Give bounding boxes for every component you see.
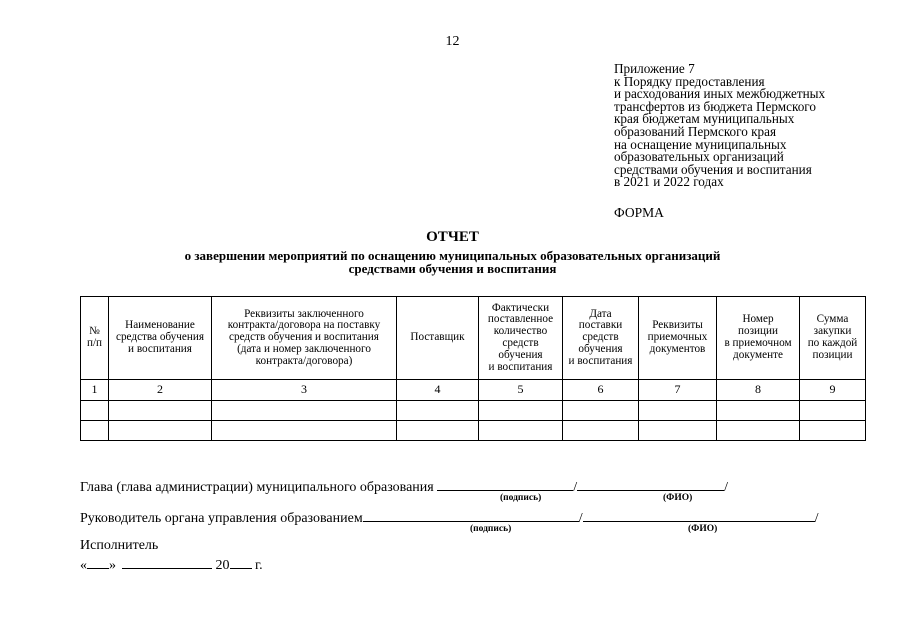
column-number: 5 xyxy=(479,380,563,401)
slash: / xyxy=(573,480,578,495)
header-acceptance-docs: Реквизиты приемочных документов xyxy=(639,297,717,380)
table-cell xyxy=(397,421,479,441)
report-subtitle xyxy=(150,249,755,275)
column-number: 1 xyxy=(81,380,109,401)
slash: / xyxy=(578,511,583,526)
table-cell xyxy=(563,421,639,441)
table-row xyxy=(81,421,866,441)
table-cell xyxy=(109,401,212,421)
appendix-line: в 2021 и 2022 годах xyxy=(614,174,724,190)
header-position-number: Номер позиции в приемочном документе xyxy=(717,297,800,380)
header-item-name: Наименование средства обучения и воспитания xyxy=(109,297,212,380)
appendix-line: образований Пермского края xyxy=(614,123,777,139)
page-number: 12 xyxy=(445,34,460,49)
table-cell xyxy=(639,421,717,441)
manager-signature-field xyxy=(363,509,579,522)
table-cell xyxy=(81,401,109,421)
date-year-field xyxy=(230,556,252,569)
appendix-line: Приложение 7 xyxy=(614,61,695,76)
column-number: 6 xyxy=(563,380,639,401)
table-cell xyxy=(563,401,639,421)
column-number: 9 xyxy=(800,380,866,401)
head-fio-field xyxy=(577,478,724,491)
header-contract-details: Реквизиты заключенного контракта/договора на поставку средств обучения и воспитания (дата и номер заключенного контракта/договора) xyxy=(212,297,397,380)
manager-fio-hint: (ФИО) xyxy=(688,524,718,534)
header-delivered-quantity: Фактически поставленное количество средств обучения и воспитания xyxy=(479,297,563,380)
date-day-field xyxy=(87,556,109,569)
table-cell xyxy=(397,401,479,421)
table-cell xyxy=(81,421,109,441)
column-number-row xyxy=(81,380,866,401)
table-header-row xyxy=(81,297,866,380)
table-cell xyxy=(212,421,397,441)
table-cell xyxy=(717,401,800,421)
table-cell xyxy=(479,401,563,421)
head-signature-line xyxy=(80,478,728,496)
header-purchase-sum: Сумма закупки по каждой позиции xyxy=(800,297,866,380)
column-number: 2 xyxy=(109,380,212,401)
table-cell xyxy=(479,421,563,441)
header-delivery-date: Дата поставки средств обучения и воспитания xyxy=(563,297,639,380)
column-number: 7 xyxy=(639,380,717,401)
column-number: 3 xyxy=(212,380,397,401)
appendix-line: к Порядку предоставления xyxy=(614,73,765,89)
head-signature-label: Глава (глава администрации) муниципального образования xyxy=(80,480,434,495)
report-subtitle-line: о завершении мероприятий по оснащению муниципальных образовательных организаций xyxy=(184,248,721,263)
table-cell xyxy=(717,421,800,441)
header-number: № п/п xyxy=(81,297,109,380)
form-label: ФОРМА xyxy=(614,205,664,220)
table-cell xyxy=(109,421,212,441)
table-cell xyxy=(639,401,717,421)
column-number: 4 xyxy=(397,380,479,401)
appendix-line: на оснащение муниципальных xyxy=(614,136,787,152)
date-month-field xyxy=(122,556,212,569)
head-signature-field xyxy=(437,478,573,491)
table-row xyxy=(81,401,866,421)
table-cell xyxy=(212,401,397,421)
appendix-block xyxy=(614,63,894,189)
report-subtitle-line: средствами обучения и воспитания xyxy=(348,261,557,276)
table-cell xyxy=(800,401,866,421)
appendix-line: образовательных организаций xyxy=(614,149,784,165)
date-line: « » 20 г. xyxy=(80,558,263,573)
head-signature-hint: (подпись) xyxy=(500,493,542,503)
manager-signature-hint: (подпись) xyxy=(470,524,512,534)
column-number: 8 xyxy=(717,380,800,401)
appendix-line: и расходования иных межбюджетных xyxy=(614,86,826,102)
head-fio-hint: (ФИО) xyxy=(663,493,693,503)
appendix-line: края бюджетам муниципальных xyxy=(614,111,795,127)
header-supplier: Поставщик xyxy=(397,297,479,380)
appendix-line: трансфертов из бюджета Пермского xyxy=(614,98,816,114)
table-cell xyxy=(800,421,866,441)
appendix-line: средствами обучения и воспитания xyxy=(614,161,812,177)
manager-signature-label: Руководитель органа управления образованием xyxy=(80,511,363,526)
report-title: ОТЧЕТ xyxy=(426,229,479,245)
report-table xyxy=(80,296,866,441)
manager-fio-field xyxy=(583,509,815,522)
executor-label: Исполнитель xyxy=(80,538,159,553)
slash: / xyxy=(724,480,728,495)
slash: / xyxy=(814,511,819,526)
